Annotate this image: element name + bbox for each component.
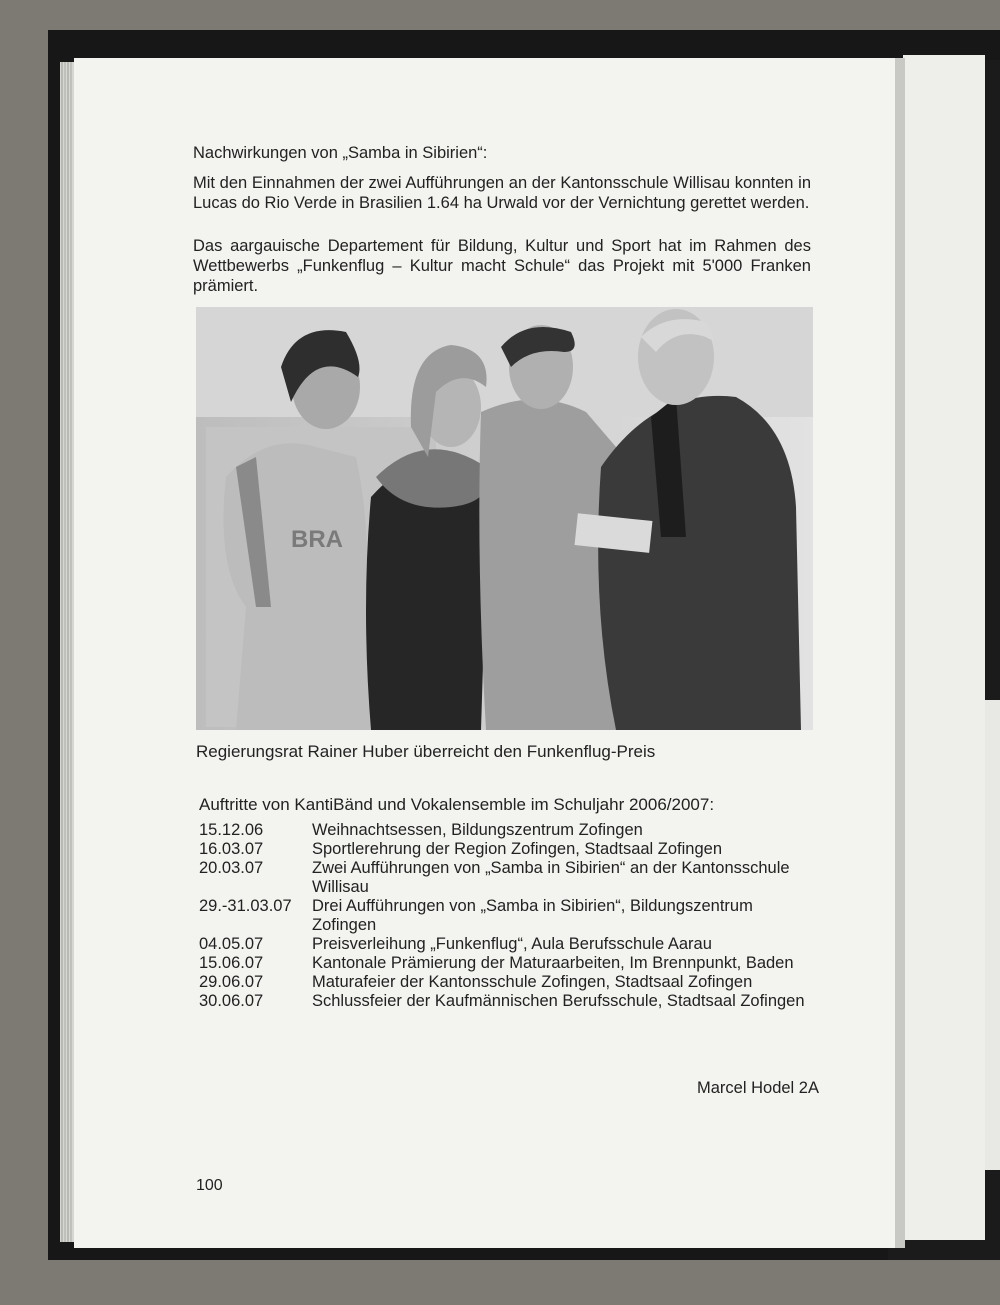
author-signature: Marcel Hodel 2A [697,1079,819,1097]
schedule-row [199,954,819,973]
page-number: 100 [196,1177,223,1194]
schedule-date: 15.12.06 [199,821,264,839]
schedule-row [199,859,819,897]
schedule-row [199,821,819,840]
schedule-row [199,973,819,992]
photo-caption: Regierungsrat Rainer Huber überreicht den Funkenflug-Preis [196,742,656,761]
article-paragraph-2: Das aargauische Departement für Bildung, Kultur und Sport hat im Rahmen des Wettbewerbs „Funkenflug – Kultur macht Schule“ das Projekt mit 5'000 Franken prämiert. [193,237,811,295]
article-heading: Nachwirkungen von „Samba in Sibirien“: [193,144,488,162]
schedule-row [199,840,819,859]
schedule-date: 04.05.07 [199,935,264,953]
schedule-event: Weihnachtsessen, Bildungszentrum Zofingen [312,821,643,839]
schedule-date: 29.06.07 [199,973,264,991]
schedule-date: 16.03.07 [199,840,264,858]
schedule-row [199,897,819,935]
page-stack-edges [60,62,74,1242]
schedule-event: Maturafeier der Kantonsschule Zofingen, Stadtsaal Zofingen [312,973,753,991]
schedule-event: Sportlerehrung der Region Zofingen, Stadtsaal Zofingen [312,840,723,858]
schedule-event: Kantonale Prämierung der Maturaarbeiten, Im Brennpunkt, Baden [312,954,794,972]
schedule-event: Preisverleihung „Funkenflug“, Aula Berufsschule Aarau [312,935,712,953]
schedule-date: 30.06.07 [199,992,264,1010]
schedule-event: Schlussfeier der Kaufmännischen Berufsschule, Stadtsaal Zofingen [312,992,805,1010]
schedule-event: Drei Aufführungen von „Samba in Sibirien“, Bildungszentrum Zofingen [312,897,753,934]
schedule-date: 29.-31.03.07 [199,897,292,915]
schedule-row [199,992,819,1011]
article-paragraph-1: Mit den Einnahmen der zwei Aufführungen an der Kantonsschule Willisau konnten in Lucas do Rio Verde in Brasilien 1.64 ha Urwald vor der Vernichtung gerettet werden. [193,174,811,212]
award-photo [196,307,813,730]
schedule-event: Zwei Aufführungen von „Samba in Sibirien“ an der Kantonsschule Willisau [312,859,790,896]
schedule-table [199,821,819,1011]
shirt-print-text: BRA [291,526,343,553]
schedule-date: 15.06.07 [199,954,264,972]
schedule-date: 20.03.07 [199,859,264,877]
schedule-title: Auftritte von KantiBänd und Vokalensemble im Schuljahr 2006/2007: [199,795,715,814]
schedule-row [199,935,819,954]
